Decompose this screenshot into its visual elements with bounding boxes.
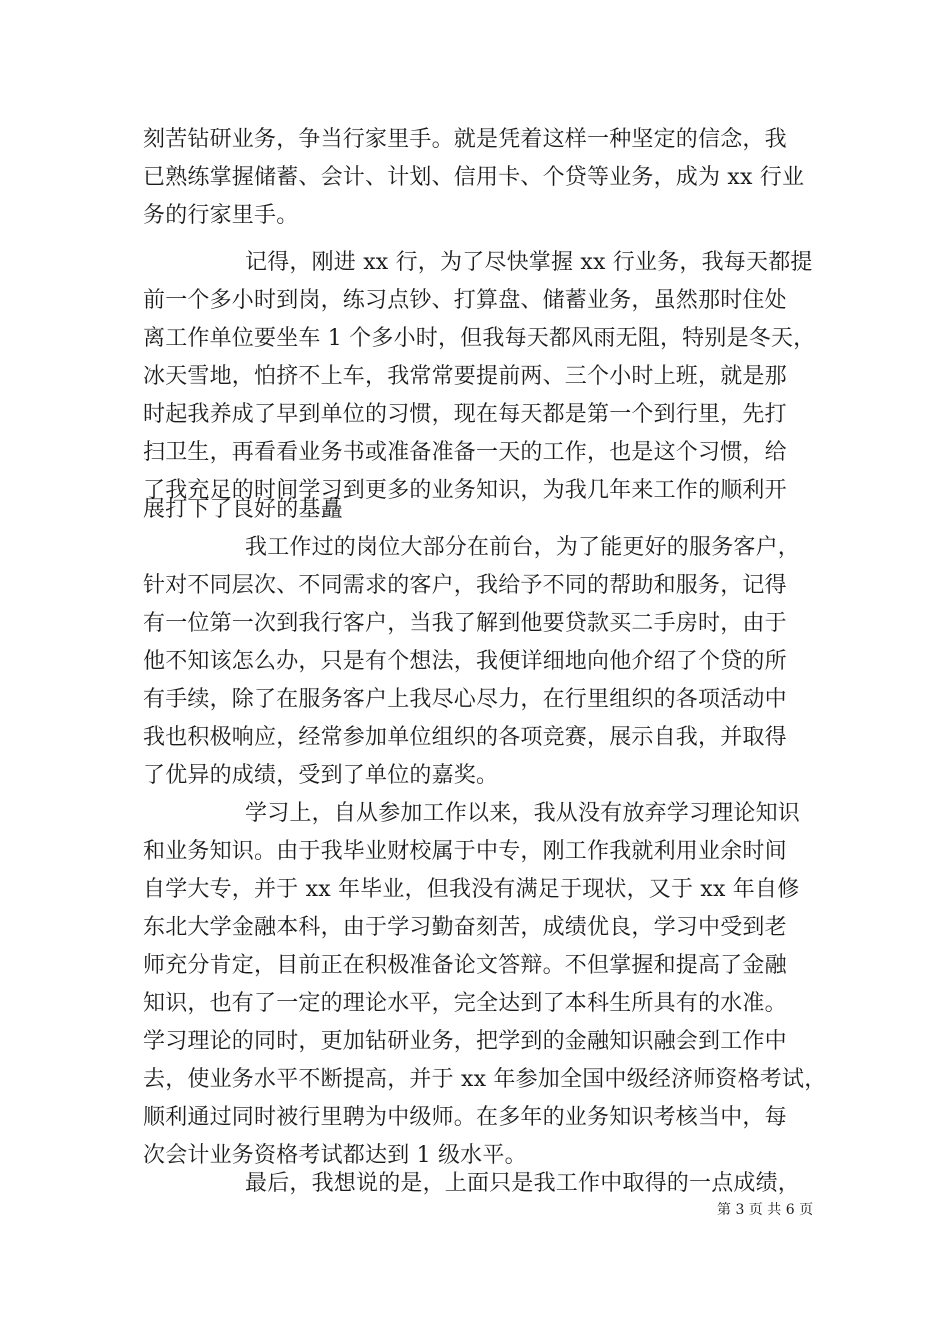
text-line: 针对不同层次、不同需求的客户，我给予不同的帮助和服务，记得 <box>143 573 787 598</box>
text-line: 务的行家里手。 <box>143 203 299 228</box>
text-line: 东北大学金融本科，由于学习勤奋刻苦，成绩优良，学习中受到老 <box>143 915 787 940</box>
text-line: 学习理论的同时，更加钻研业务，把学到的金融知识融会到工作中 <box>143 1029 787 1054</box>
text-line: 师充分肯定，目前正在积极准备论文答辩。不但掌握和提高了金融 <box>143 953 787 978</box>
text-line: 次会计业务资格考试都达到 1 级水平。 <box>143 1143 527 1168</box>
text-line: 冰天雪地，怕挤不上车，我常常要提前两、三个小时上班，就是那 <box>143 364 787 389</box>
text-line: 学习上，自从参加工作以来，我从没有放弃学习理论知识 <box>245 801 801 826</box>
text-line: 离工作单位要坐车 1 个多小时，但我每天都风雨无阻，特别是冬天， <box>143 326 816 351</box>
text-line: 扫卫生，再看看业务书或准备准备一天的工作，也是这个习惯，给 <box>143 440 787 465</box>
text-line: 了优异的成绩，受到了单位的嘉奖。 <box>143 763 499 788</box>
text-line: 顺利通过同时被行里聘为中级师。在多年的业务知识考核当中，每 <box>143 1105 787 1130</box>
text-line: 展打下了良好的基矗 <box>143 497 343 522</box>
text-line: 我也积极响应，经常参加单位组织的各项竞赛，展示自我，并取得 <box>143 725 787 750</box>
text-line: 了我充足的时间学习到更多的业务知识，为我几年来工作的顺利开 <box>143 478 787 503</box>
text-line: 和业务知识。由于我毕业财校属于中专，刚工作我就利用业余时间 <box>143 839 787 864</box>
text-line: 已熟练掌握储蓄、会计、计划、信用卡、个贷等业务，成为 xx 行业 <box>143 165 805 190</box>
text-line: 自学大专，并于 xx 年毕业，但我没有满足于现状，又于 xx 年自修 <box>143 877 800 902</box>
text-line: 前一个多小时到岗，练习点钞、打算盘、储蓄业务，虽然那时住处 <box>143 288 787 313</box>
text-line: 知识，也有了一定的理论水平，完全达到了本科生所具有的水准。 <box>143 991 787 1016</box>
text-line: 刻苦钻研业务，争当行家里手。就是凭着这样一种坚定的信念，我 <box>143 127 787 152</box>
text-line: 有手续，除了在服务客户上我尽心尽力，在行里组织的各项活动中 <box>143 687 787 712</box>
text-line: 时起我养成了早到单位的习惯，现在每天都是第一个到行里，先打 <box>143 402 787 427</box>
text-line: 去，使业务水平不断提高，并于 xx 年参加全国中级经济师资格考试， <box>143 1067 827 1092</box>
text-line: 有一位第一次到我行客户，当我了解到他要贷款买二手房时，由于 <box>143 611 787 636</box>
text-line: 他不知该怎么办，只是有个想法，我便详细地向他介绍了个贷的所 <box>143 649 787 674</box>
text-line: 我工作过的岗位大部分在前台，为了能更好的服务客户， <box>245 535 801 560</box>
page-number: 第 3 页 共 6 页 <box>717 1202 814 1218</box>
text-line: 最后，我想说的是，上面只是我工作中取得的一点成绩， <box>245 1171 801 1196</box>
text-line: 记得，刚进 xx 行，为了尽快掌握 xx 行业务，我每天都提 <box>245 250 813 275</box>
